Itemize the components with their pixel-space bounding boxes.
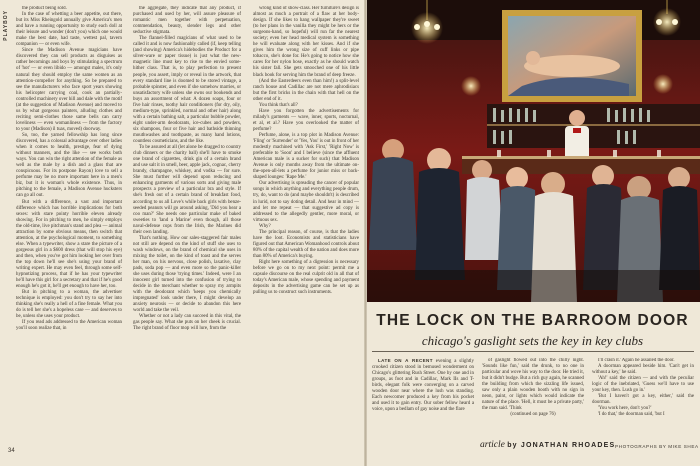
byline-author: by JONATHAN RHOADES [507, 442, 616, 449]
paragraph: the aggregate, they indicate that any product, if purchased and used by her, will assure pleasure of romantic men together with perpetuation, commendation, beauty, slender legs and other seductive stigmata. [133, 6, 241, 36]
paragraph: But with a difference, a vast and important difference which has horrible implications for both sexes: with stare pointy horrible eleven already showing. For in pitching to men, he simply employs the old-time, live pitchman's stand and plea — animal attraction by some obvious means, then switch that attention, at the psychological moment, to something else. When a typewriter, show a stare the picture of a gorgeous girl in a $600 dress (that will stop his eye) and then, when you've got him looking her over from the top down he'll see she's using your brand of writing expert. He may even feel, through some self-hypnotizing process, that if he has your typewriter he'll have this girl for a secretary and that if he's good enough he's got it, he'll get enough to have her, too. [16, 199, 122, 290]
text-column-3 [253, 6, 359, 446]
paragraph: But in pitching to a woman, the advertiser technique is employed: you don't try to say her into thinking she's really a hell of a fine female. What you do is tell her she's a hopeless case — and deserves to be, unless she uses your product. [16, 290, 122, 320]
text-column-1 [16, 6, 122, 446]
paragraph: 'Ah!' said the citizen — and with the peculiar logic of the inebriated, 'Guess we'll have to use your key, then. Lush go in.' [592, 376, 694, 394]
continued-note: (continued on page 76) [510, 412, 556, 418]
back-bar [487, 104, 700, 148]
bar-counter [462, 158, 700, 174]
page-number: 34 [8, 448, 15, 454]
paragraph: The flannel-filled magicians of what used to be called it and is now fashionably called (if, keep telling (and showing) America's hidebodies the Product for a silver-ware or paper tissue) is just what the new-magnetic line must key to rise to the envied some-hither class. That is, to play perfection to present people, you assert, imply or reveal in the artwork, that every standard line is doomed to be stored vintage, a probable spinster, and even if she somehow marries, or unsatisfactory wife unless she owns our bookends and buys an assortment of what: A dozen soaps, four or five hair rinses, toothy hair conditioners (for dry, oily, medium-type, sprinkled, normal and other hair) along with a certain bathing salt, a particular bubble powder, eight under-arm deodorants, ice-cubes and powders, six shampoos, four or five hair and bathside thinning mouthwashes and toothpaste, as many hand lotions, countless cosmeticians, and the like. [133, 36, 241, 145]
paragraph: Right here something of a digression is necessary before we go on to my next point: permit me a capsule discourse on the real culprit old in all that of today's American male, whose spending and payment deposits in the advertising game can be set up as pulling us to construct such instruments. [253, 259, 359, 296]
paragraph: To be assured at all (let alone be dragged to country club dinners or the charity ball) she'll have to smoke one brand of cigarettes, drink gin of a certain brand and use salt it in smell, beer, apple jack, cognac, cherry brandy, champagne, whiskey, and vodka — for sure. She must further will depend upon reducing and enhancing garments of various sorts and giving male prospects a preview of a particular bra and style. If she's fresh out of a certain brand of breakfast food, according to us all Love's while back girls with benze-seeded peanuts will go around asking, 'Did you hear a coo man?' She needs one particular make of baked sweeties to 'land a Marine' even though, all those naval-defense cops from the Irish, the Marines did their own landing. [133, 145, 241, 235]
paragraph: The principal reason, of course, is that the ladies have the loot. Economists and statisticians have figured out that American Womanhood controls about 80% of the capital wealth of the nation and does more than 80% of America's buying. [253, 229, 359, 259]
lead-in: LATE ON A RECENT [378, 358, 433, 363]
paragraph: Since the Madison Avenue magicians have discovered they can sell products as disguises as rather becomings and boys by stimulating a spectrum of 'hot' — or even libido — amongst males, it's only natural they should employ the same women as an attention-compeller for anything. So be prepared to see the manufacturers who face sport years showing his helicopter carrying coal, cook an partially-controlled machinery over hill and dale with the motif (at the suggestion of Madison Avenue) and moved to us by what gorgeous painters, alluding clothes and reciting semi-clothes those same bells can carry loveliness — even womanliness — from the factory to your (Madison) il tuas, moved) doorway. [16, 48, 122, 132]
paragraph: Whether or not a lady can succeed in this vital, the gas people say. What she puts on her cheek is crucial. The right brand of floor mop will lure, from the [133, 314, 241, 332]
paragraph: Why? [259, 223, 271, 229]
paragraph: In the case of whetting a beer appetite, out there, but its Miss Rheingold annually give America's men and have a running opportunity to study each doll at their leisure and wonder (don't you) which one would make the best date, had taste, wettest pal, tavern companion — or even wife. [16, 12, 122, 48]
paragraph-text: evening a slightly crooked citizen stood in bemused wonderment on Chicago's glittering Rush Street. One by one and in groups, as foot and in Cadillac, Mark IIs and T-birds, elegant folk were converging on a carved wooden door near where the lush was standing. Each newcomer produced a key from his pocket and used it to gain entry. Our sober fellow heard a voice, upon a bedlam of gay noise and the flare [372, 359, 474, 413]
divider [372, 351, 694, 352]
paragraph: of gaslight flowed out into the chilly night. 'Sounds like fun,' said the drunk, to no one in particular and wove his way to the door. He tried it, but it didn't budge. But a rich guy again, he scanned the building from which the sizzling life issued, saw only a plain wooden booth with no sign in neon, paint, or lights which would indicate the nature of the place. 'Hell, it must be a private party,' the man said. 'Think [482, 358, 584, 412]
article-byline [480, 440, 615, 450]
paragraph: wrong kind of show-class. Her furniture's design is almost as much a portrait of a flaw at her body-design. If she likes to hang wallpaper they're sweet (to her plans in the vanilla they might be hers or the surgeons-hand, so hopeful) will run far the nearest society; even her head medical system is something he will evaluate along with her kisses. And if she gives him the wrong size of cuff links or pipe tobacco, she's done for. He's going to notice how she cares for her nylon hose, exactly as he should watch his sister fall. She gets smooched one of his little black book for serving him the brand of deep freeze. [253, 6, 359, 78]
article-subheadline: chicago's gaslight sets the key in key clubs [421, 333, 644, 348]
paragraph: 'I do that,' the doorman said, 'but I [598, 412, 665, 418]
paragraph: 'But I haven't got a key, either,' said the doorman. [592, 394, 694, 406]
paragraph: A doorman appeared beside him. 'Can't get in without a key,' he said. [592, 364, 694, 376]
nude-painting [502, 10, 642, 102]
paragraph: You think that's all? [259, 102, 298, 108]
article-headline: THE LOCK ON THE BARROOM DOOR [376, 312, 689, 329]
paragraph: 'You work here, don't you?' [598, 406, 652, 412]
text-column-2 [133, 6, 241, 446]
paragraph: I'll crash it.' Again he assailed the door. [598, 358, 675, 363]
paragraph: If you read ads addressed to the American woman you'll soon realize that, in [16, 320, 122, 332]
paragraph: Have you forgotten the advertisements for milady's garments — wave, inner, sports, nocturnal, et al, et al.? Have you overlooked the matter of perfume? [253, 108, 359, 132]
wall-lamp [653, 74, 673, 94]
bar-scene-illustration [367, 0, 700, 302]
foreground-shadow [367, 270, 700, 302]
byline-prefix: article [480, 440, 505, 450]
wall-lamp [461, 76, 481, 96]
article-column-1 [372, 358, 474, 436]
paragraph: That's nothing. How our sales-staggered fair males not still are depend on the kind of stuff she uses to wash windows, on the brand of chemical she uses in mixing the toilet, on the kind of toast and the serves her man, on his nervous, close polish, laxative, clay pads, soda pop — and even more so the panic-killer she uses during those 'trying times.' Indeed, were I an innocent girl turned into the confusion of trying to decide in the merchant whether to spray my armpits with the deodorant which 'keeps you chemically impregnated' look under there, I might develop an anxiety neurosis — or decide to abandon this here world and take the veil. [133, 235, 241, 314]
article-column-3 [592, 358, 694, 436]
bar-photograph [367, 0, 700, 302]
article-column-2 [482, 358, 584, 436]
side-tab-label: PLAYBOY [3, 10, 9, 41]
paragraph: the product being sold. [22, 6, 67, 11]
paragraph: So, too, the yarned fellowship has long since discovered, has a colossal advantage over other ladies when it comes to health, prestige, fear of dying without manners, and the like — see works both ways. You can win the right attention of the female as well as the male by a dish and a glass that are conspicuous. For its postpone Rayon) love to sell a perfume may be no more important here in a men's biz, but it is woman's whole existence. Thus, in pitching to the female, a Madison Avenue hucksters can go all out. [16, 132, 122, 199]
paragraph: Perfume, alone, is a top plot in Madison Avenue: 'Fling' or 'Surrender' or 'Yes, You' is out in front of her modestly machined with 'Ask First,' 'Right Now' is preferable to 'Soon' and I believe (since the affluent American male is a sucker for such) that Madison Avenue is only months away from the ultimate on-the-open-all-lets a perfume for junior miss or back-shaped lounges: 'Rape Me.' [253, 132, 359, 181]
paragraph [372, 358, 474, 413]
paragraph: (And the Easterdeers even than him!) a split-level ranch house and Cadillac are not mere aphrodisiacs but the first bricks in the chain with that hell on the other end of it. [253, 78, 359, 102]
paragraph: Our advertising is spreading the cancer of popular songs in which anything and everything people drum, try, do, want to do (and maybe shouldn't) is described in lurid, not to say doting detail. And hear in mind — and let me repeat — that suggestive ad copy is addressed to the allegedly gentler, more moral, or virtuous sex. [253, 181, 359, 223]
photo-credit: PHOTOGRAPHS BY MIKE SHEA [615, 444, 699, 449]
